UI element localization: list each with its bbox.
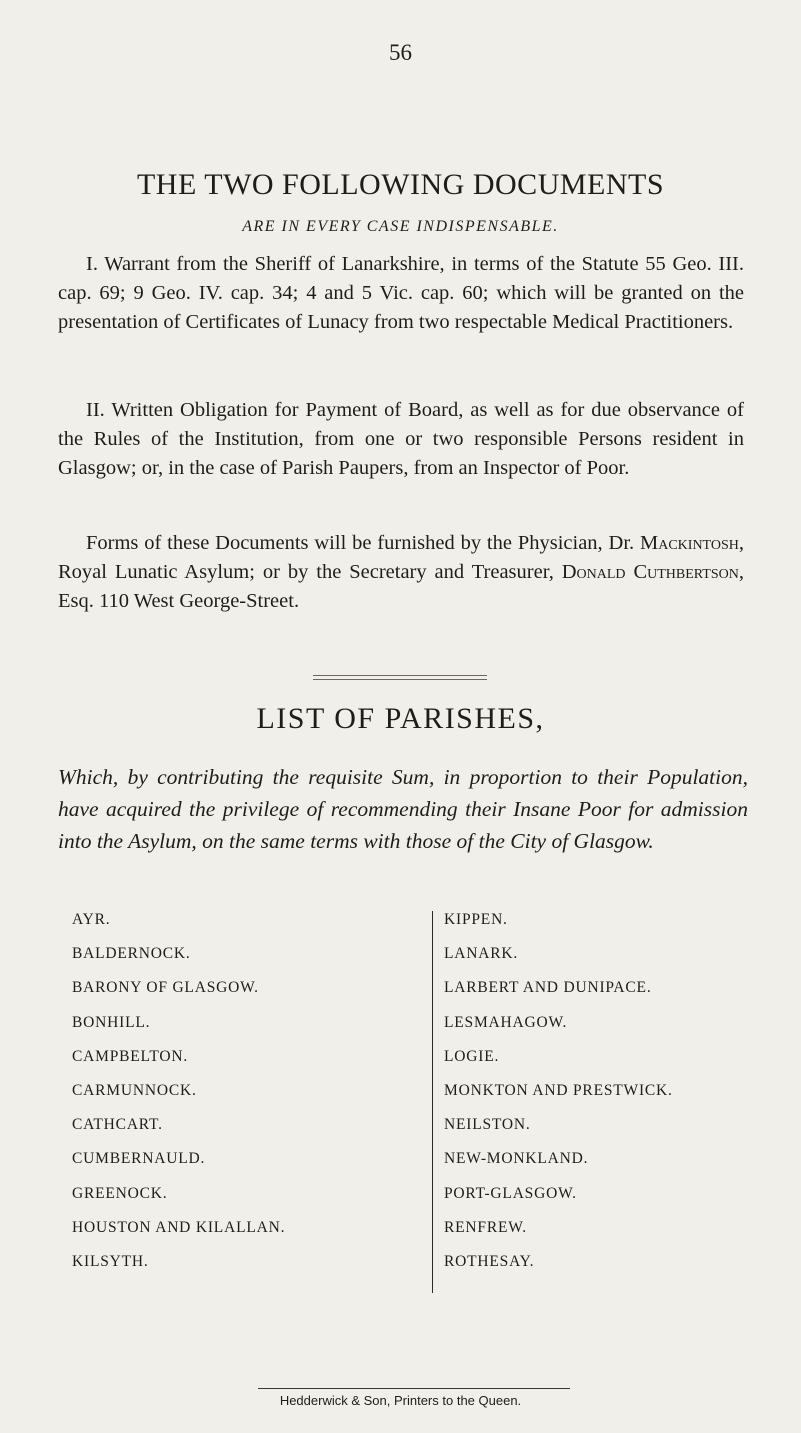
forms-text-end: , Esq. 110 West George-Street. xyxy=(58,561,744,612)
parish-item: CUMBERNAULD. xyxy=(72,1150,206,1168)
parish-item: LESMAHAGOW. xyxy=(444,1013,568,1031)
section-divider-top xyxy=(313,675,487,676)
column-divider xyxy=(432,911,433,1293)
paragraph-obligation: II. Written Obligation for Payment of Board, as well as for due observance of the Rules of the Institution, from one or two responsible Persons resident in Glasgow; or, in the case of Parish Paupers, from an Inspector of Poor. xyxy=(58,399,744,479)
parish-item: BARONY OF GLASGOW. xyxy=(72,979,259,997)
imprint-rule xyxy=(258,1388,570,1389)
parish-item: KIPPEN. xyxy=(444,911,508,928)
parish-item: LANARK. xyxy=(444,945,519,963)
paragraph-forms xyxy=(58,529,744,616)
forms-text-start: Forms of these Documents will be furnished by the Physician, Dr. xyxy=(86,532,640,554)
treasurer-name: Donald Cuthbertson xyxy=(561,561,739,583)
paragraph-warrant: I. Warrant from the Sheriff of Lanarkshire, in terms of the Statute 55 Geo. III. cap. 69; 9 Geo. IV. cap. 34; 4 and 5 Vic. cap. 60; which will be granted on the presentation of Certificates of Lunacy from two respectable Medical Practitioners. xyxy=(58,253,744,333)
page-number: 56 xyxy=(389,40,412,65)
physician-name: Mackintosh xyxy=(640,532,739,554)
parish-item: HOUSTON AND KILALLAN. xyxy=(72,1218,286,1236)
list-intro: Which, by contributing the requisite Sum, in proportion to their Population, have acquired the privilege of recommending their Insane Poor for admission into the Asylum, on the same terms with those of the City of Glasgow. xyxy=(58,765,748,853)
parish-item: ROTHESAY. xyxy=(444,1252,535,1270)
page-subheading: ARE IN EVERY CASE INDISPENSABLE. xyxy=(242,218,559,235)
printer-imprint: Hedderwick & Son, Printers to the Queen. xyxy=(279,1393,522,1408)
parish-item: GREENOCK. xyxy=(72,1184,168,1202)
page-heading: THE TWO FOLLOWING DOCUMENTS xyxy=(136,168,665,201)
parish-item: CAMPBELTON. xyxy=(72,1047,189,1065)
parish-item: LARBERT AND DUNIPACE. xyxy=(444,979,652,997)
parish-item: CARMUNNOCK. xyxy=(72,1081,197,1099)
parish-item: PORT-GLASGOW. xyxy=(444,1184,577,1202)
parish-list-left xyxy=(72,911,285,1287)
parish-item: NEW-MONKLAND. xyxy=(444,1150,589,1168)
parish-list-right xyxy=(444,911,673,1287)
section-divider-bottom xyxy=(313,679,487,680)
parish-item: RENFREW. xyxy=(444,1218,527,1236)
list-title: LIST OF PARISHES, xyxy=(256,702,545,735)
parish-item: KILSYTH. xyxy=(72,1252,149,1270)
parish-item: BONHILL. xyxy=(72,1013,151,1031)
parish-item: MONKTON AND PRESTWICK. xyxy=(444,1081,673,1099)
parish-item: CATHCART. xyxy=(72,1116,163,1134)
parish-list xyxy=(58,911,748,1391)
parish-item: BALDERNOCK. xyxy=(72,945,191,963)
parish-item: NEILSTON. xyxy=(444,1116,531,1134)
parish-item: LOGIE. xyxy=(444,1047,500,1065)
parish-item: AYR. xyxy=(72,911,111,928)
forms-text-middle: , Royal Lunatic Asylum; or by the Secretary and Treasurer, xyxy=(58,532,744,583)
